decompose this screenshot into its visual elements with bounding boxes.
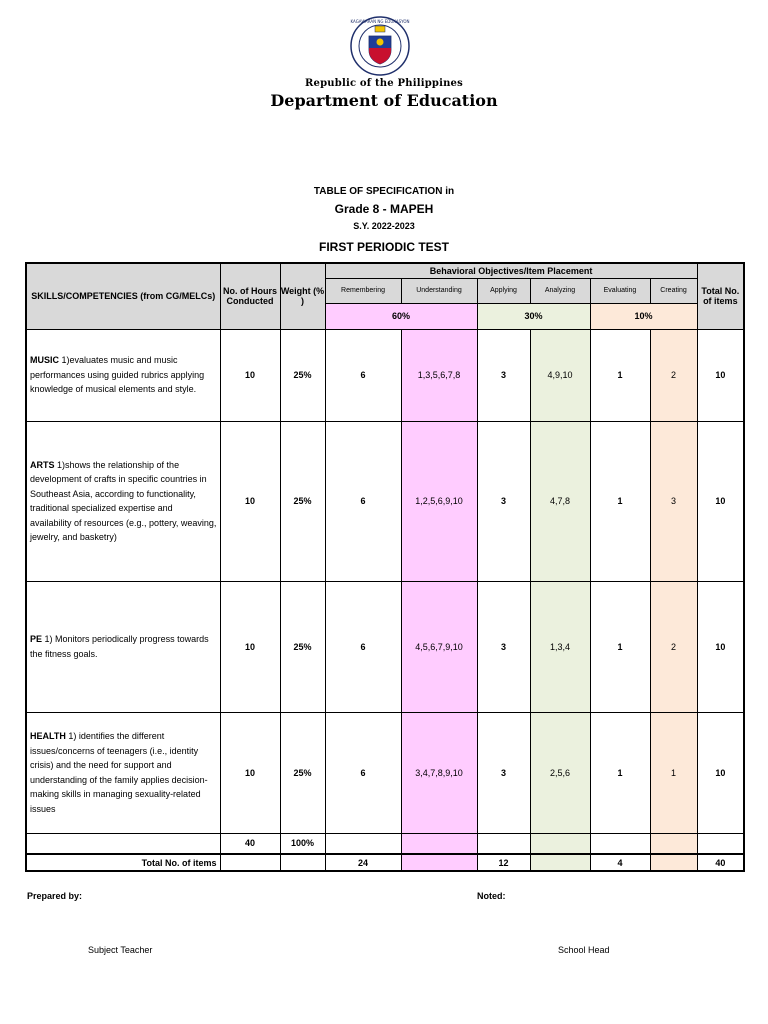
creating-cell: 1 xyxy=(650,712,697,833)
specification-table xyxy=(25,262,745,872)
understanding-cell: 3,4,7,8,9,10 xyxy=(401,712,477,833)
empty-cell xyxy=(280,854,325,871)
evaluating-cell: 1 xyxy=(590,712,650,833)
total-cell: 10 xyxy=(697,329,744,421)
competency-cell xyxy=(26,581,220,712)
remembering-cell: 6 xyxy=(325,421,401,581)
subject-teacher-label: Subject Teacher xyxy=(88,945,153,955)
sum-row xyxy=(26,833,744,854)
total-cell: 10 xyxy=(697,581,744,712)
applying-cell: 3 xyxy=(477,421,530,581)
department-heading: Department of Education xyxy=(270,91,498,110)
applying-cell: 3 xyxy=(477,712,530,833)
header-analyzing: Analyzing xyxy=(530,278,590,303)
understanding-cell: 4,5,6,7,9,10 xyxy=(401,581,477,712)
doc-title-test: FIRST PERIODIC TEST xyxy=(318,240,449,254)
noted-label: Noted: xyxy=(477,891,506,901)
understanding-cell: 1,2,5,6,9,10 xyxy=(401,421,477,581)
hours-cell: 10 xyxy=(220,581,280,712)
total-cell: 10 xyxy=(697,712,744,833)
subject-label: HEALTH xyxy=(30,731,66,741)
table-row xyxy=(26,581,744,712)
svg-text:KAGAWARAN NG EDUKASYON: KAGAWARAN NG EDUKASYON xyxy=(350,19,410,24)
total-row-label: Total No. of items xyxy=(26,854,220,871)
header-competencies: SKILLS/COMPETENCIES (from CG/MELCs) xyxy=(26,263,220,329)
subject-label: MUSIC xyxy=(30,355,59,366)
subject-label: ARTS xyxy=(30,459,55,470)
analyzing-cell: 1,3,4 xyxy=(530,581,590,712)
applying-cell: 3 xyxy=(477,581,530,712)
empty-cell xyxy=(325,833,401,854)
creating-cell: 3 xyxy=(650,421,697,581)
republic-heading: Republic of the Philippines xyxy=(305,78,463,89)
understanding-cell: 1,3,5,6,7,8 xyxy=(401,329,477,421)
table-row xyxy=(26,712,744,833)
hours-cell: 10 xyxy=(220,329,280,421)
empty-cell xyxy=(220,854,280,871)
total-row xyxy=(26,854,744,871)
empty-cell xyxy=(697,833,744,854)
evaluating-cell: 1 xyxy=(590,581,650,712)
header-behavioral-objectives: Behavioral Objectives/Item Placement xyxy=(325,263,697,278)
empty-cell xyxy=(401,833,477,854)
analyzing-cell: 4,9,10 xyxy=(530,329,590,421)
empty-cell xyxy=(477,833,530,854)
total-evaluating-cell: 4 xyxy=(590,854,650,871)
header-hours: No. of Hours Conducted xyxy=(220,263,280,329)
subject-label: PE xyxy=(30,634,43,644)
total-applying-cell: 12 xyxy=(477,854,530,871)
pct-evaluate-create: 10% xyxy=(590,303,697,329)
sum-label-cell xyxy=(26,833,220,854)
weight-cell: 25% xyxy=(280,581,325,712)
weight-cell: 25% xyxy=(280,329,325,421)
pct-apply-analyze: 30% xyxy=(477,303,590,329)
header-total-items: Total No. of items xyxy=(697,263,744,329)
empty-cell xyxy=(401,854,477,871)
applying-cell: 3 xyxy=(477,329,530,421)
doc-title-line1: TABLE OF SPECIFICATION in xyxy=(313,186,455,197)
school-head-label: School Head xyxy=(558,945,610,955)
weight-cell: 25% xyxy=(280,421,325,581)
header-remembering: Remembering xyxy=(325,278,401,303)
competency-text: 1) identifies the different issues/concerns of teenagers (i.e., identity crisis) and the need for support and understanding of the family applies decision-making skills in managing sexuality-related issues xyxy=(30,731,208,814)
doc-title-school-year: S.Y. 2022-2023 xyxy=(353,221,415,231)
doc-title-line2: Grade 8 - MAPEH xyxy=(334,202,434,216)
competency-cell xyxy=(26,712,220,833)
pct-remember-understand: 60% xyxy=(325,303,477,329)
empty-cell xyxy=(530,854,590,871)
evaluating-cell: 1 xyxy=(590,329,650,421)
competency-cell xyxy=(26,329,220,421)
total-remembering-cell: 24 xyxy=(325,854,401,871)
weight-cell: 25% xyxy=(280,712,325,833)
grand-total-cell: 40 xyxy=(697,854,744,871)
header-creating: Creating xyxy=(650,278,697,303)
table-row xyxy=(26,329,744,421)
remembering-cell: 6 xyxy=(325,581,401,712)
competency-text: 1) Monitors periodically progress towards the fitness goals. xyxy=(30,634,209,659)
empty-cell xyxy=(530,833,590,854)
total-cell: 10 xyxy=(697,421,744,581)
evaluating-cell: 1 xyxy=(590,421,650,581)
sum-hours-cell: 40 xyxy=(220,833,280,854)
hours-cell: 10 xyxy=(220,421,280,581)
competency-text: 1)shows the relationship of the development of crafts in specific countries in Southeast Asia, according to functionality, traditional specialized expertise and availability of resources (e.g., pottery, weaving, jewelry, and basketry) xyxy=(30,459,217,542)
empty-cell xyxy=(650,833,697,854)
creating-cell: 2 xyxy=(650,581,697,712)
analyzing-cell: 2,5,6 xyxy=(530,712,590,833)
header-applying: Applying xyxy=(477,278,530,303)
sum-weight-cell: 100% xyxy=(280,833,325,854)
deped-seal-logo xyxy=(350,16,410,76)
empty-cell xyxy=(650,854,697,871)
empty-cell xyxy=(590,833,650,854)
hours-cell: 10 xyxy=(220,712,280,833)
header-evaluating: Evaluating xyxy=(590,278,650,303)
creating-cell: 2 xyxy=(650,329,697,421)
prepared-by-label: Prepared by: xyxy=(27,891,83,901)
header-understanding: Understanding xyxy=(401,278,477,303)
header-weight: Weight (% ) xyxy=(280,263,325,329)
remembering-cell: 6 xyxy=(325,712,401,833)
competency-text: 1)evaluates music and music performances using guided rubrics applying knowledge of musical elements and style. xyxy=(30,355,205,395)
competency-cell xyxy=(26,421,220,581)
remembering-cell: 6 xyxy=(325,329,401,421)
analyzing-cell: 4,7,8 xyxy=(530,421,590,581)
table-row xyxy=(26,421,744,581)
